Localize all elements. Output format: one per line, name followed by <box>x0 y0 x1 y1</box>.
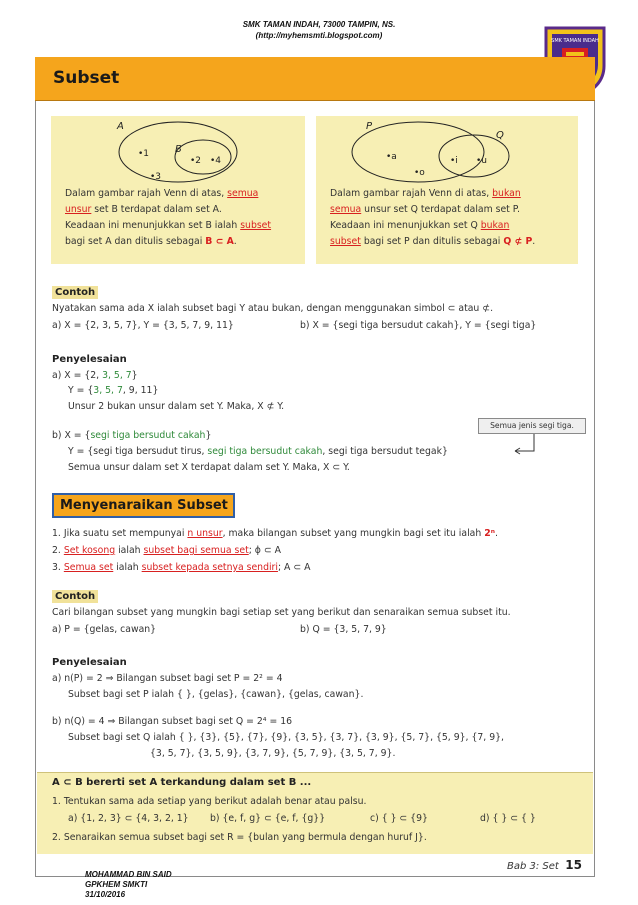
solution2-a-line2: Subset bagi set P ialah { }, {gelas}, {cawan}, {gelas, cawan}. <box>68 689 364 700</box>
example-label: Contoh <box>52 286 98 299</box>
set-a-label: A <box>117 121 124 132</box>
author-position: GPKHEM SMKTI <box>85 880 148 889</box>
set-q-label: Q <box>496 130 504 141</box>
solution2-label: Penyelesaian <box>52 657 127 668</box>
solution-b-line1: b) X = {segi tiga bersudut cakah} <box>52 430 212 441</box>
doc-date: 31/10/2016 <box>85 890 126 899</box>
venn-diagram-left <box>51 116 305 184</box>
venn-diagram-right <box>316 116 578 184</box>
rule-1: 1. Jika suatu set mempunyai n unsur, maka bilangan subset yang mungkin bagi set itu ialah 2ⁿ. <box>52 528 498 539</box>
venn-right-desc: Dalam gambar rajah Venn di atas, bukan semua unsur set Q terdapat dalam set P. Keadaan ini menunjukkan set Q bukan subset bagi set P dan ditulis sebagai Q ⊄ P. <box>330 188 536 247</box>
exercise-q1a: a) {1, 2, 3} ⊂ {4, 3, 2, 1} <box>68 813 189 824</box>
set-b-label: B <box>175 144 182 155</box>
solution-a-line1: a) X = {2, 3, 5, 7} <box>52 370 138 381</box>
solution2-b-line2: Subset bagi set Q ialah { }, {3}, {5}, {7}, {9}, {3, 5}, {3, 7}, {3, 9}, {5, 7}, {5, 9}, {7, 9}, <box>68 732 504 743</box>
example2-question: Cari bilangan subset yang mungkin bagi setiap set yang berikut dan senaraikan semua subset itu. <box>52 607 511 618</box>
exercise-q1b: b) {e, f, g} ⊂ {e, f, {g}} <box>210 813 326 824</box>
venn-panel-right <box>316 116 578 264</box>
venn-panel-left <box>51 116 305 264</box>
venn-left-desc: Dalam gambar rajah Venn di atas, semua unsur set B terdapat dalam set A. Keadaan ini menunjukkan set B ialah subset bagi set A dan ditulis sebagai B ⊂ A. <box>65 188 272 247</box>
element: •o <box>414 168 425 178</box>
listing-header <box>52 493 235 518</box>
element: •a <box>386 152 397 162</box>
logo-text: SMK TAMAN INDAH <box>551 38 599 44</box>
listing-title: Menyenaraikan Subset <box>60 498 228 513</box>
element: •1 <box>138 149 150 159</box>
example-part-b: b) X = {segi tiga bersudut cakah}, Y = {segi tiga} <box>300 320 537 331</box>
solution-b-line3: Semua unsur dalam set X terdapat dalam set Y. Maka, X ⊂ Y. <box>68 462 350 473</box>
example-question: Nyatakan sama ada X ialah subset bagi Y atau bukan, dengan menggunakan simbol ⊂ atau ⊄. <box>52 303 494 314</box>
rule-2: 2. Set kosong ialah subset bagi semua set; ϕ ⊂ A <box>52 545 281 556</box>
solution2-b-line1: b) n(Q) = 4 ⇒ Bilangan subset bagi set Q = 2⁴ = 16 <box>52 716 293 727</box>
school-name: SMK TAMAN INDAH, 73000 TAMPIN, NS. <box>242 20 396 29</box>
section-title: Subset <box>53 68 120 88</box>
element: •3 <box>150 172 162 182</box>
chapter-page <box>507 858 582 872</box>
solution-a-line2: Y = {3, 5, 7, 9, 11} <box>68 385 159 396</box>
chapter-label: Bab 3: Set <box>507 861 559 872</box>
solution2-a-line1: a) n(P) = 2 ⇒ Bilangan subset bagi set P = 2² = 4 <box>52 673 283 684</box>
example2-part-a: a) P = {gelas, cawan} <box>52 624 157 635</box>
author-name: MOHAMMAD BIN SAID <box>85 870 172 879</box>
page-number: 15 <box>565 858 582 872</box>
callout-note: Semua jenis segi tiga. <box>478 418 586 434</box>
blog-url: (http://myhemsmti.blogspot.com) <box>255 31 383 40</box>
exercise-q1: 1. Tentukan sama ada setiap yang berikut adalah benar atau palsu. <box>52 796 367 807</box>
exercise-title: A ⊂ B bererti set A terkandung dalam set B ... <box>52 777 312 788</box>
solution-a-line3: Unsur 2 bukan unsur dalam set Y. Maka, X ⊄ Y. <box>68 401 285 412</box>
section-header <box>35 57 595 101</box>
exercise-q2: 2. Senaraikan semua subset bagi set R = {bulan yang bermula dengan huruf J}. <box>52 832 427 843</box>
element: •4 <box>210 156 222 166</box>
exercise-q1d: d) { } ⊂ { } <box>480 813 536 824</box>
callout-arrow <box>512 434 542 456</box>
set-p-label: P <box>366 121 373 132</box>
rule-3: 3. Semua set ialah subset kepada setnya sendiri; A ⊂ A <box>52 562 311 573</box>
solution-label: Penyelesaian <box>52 354 127 365</box>
solution2-b-line3: {3, 5, 7}, {3, 5, 9}, {3, 7, 9}, {5, 7, 9}, {3, 5, 7, 9}. <box>150 748 396 759</box>
example2-label: Contoh <box>52 590 98 603</box>
exercise-q1c: c) { } ⊂ {9} <box>370 813 428 824</box>
example2-part-b: b) Q = {3, 5, 7, 9} <box>300 624 387 635</box>
element: •2 <box>190 156 202 166</box>
example-part-a: a) X = {2, 3, 5, 7}, Y = {3, 5, 7, 9, 11} <box>52 320 234 331</box>
solution-b-line2: Y = {segi tiga bersudut tirus, segi tiga bersudut cakah, segi tiga bersudut tegak} <box>68 446 448 457</box>
element: •u <box>476 156 488 166</box>
element: •i <box>450 156 458 166</box>
